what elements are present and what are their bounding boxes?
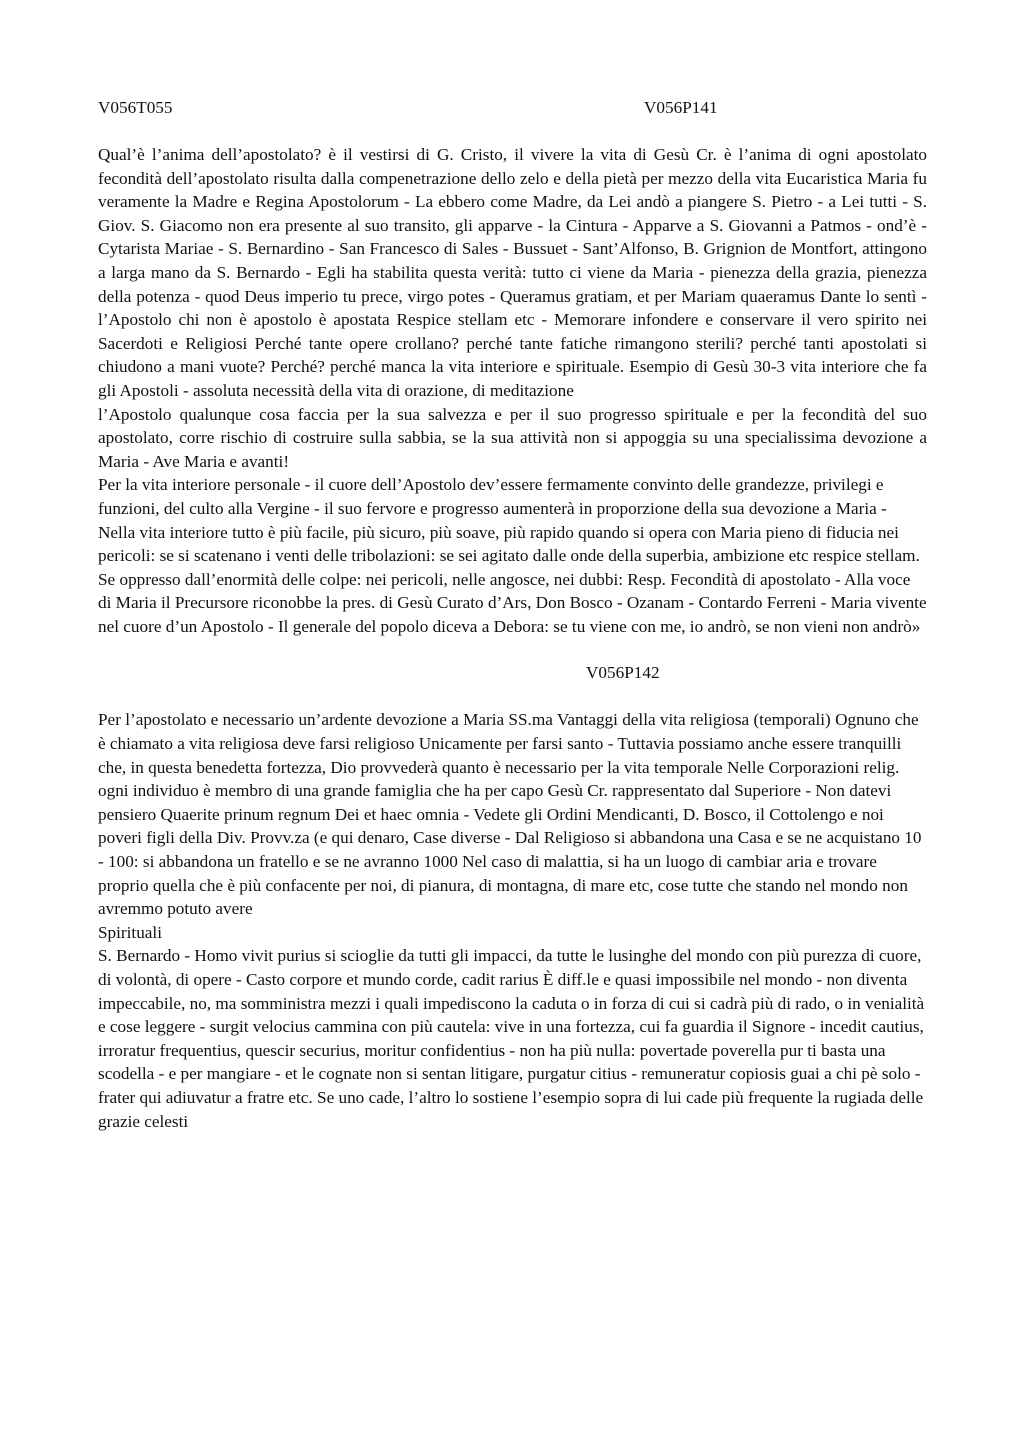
paragraph: l’Apostolo qualunque cosa faccia per la sua salvezza e per il suo progresso spirituale e per la fecondità del suo apostolato, corre rischio di costruire sulla sabbia, se la sua attività non si appoggia su una specialissima devozione a Maria - Ave Maria e avanti! xyxy=(98,404,927,471)
paragraph: Qual’è l’anima dell’apostolato? è il vestirsi di G. Cristo, il vivere la vita di Gesù Cr. è l’anima di ogni apostolato fecondità dell’apostolato risulta dalla compenetrazione dello zelo e della pietà per mezzo della vita Eucaristica Maria fu veramente la Madre e Regina Apostolorum - La ebbero come Madre, da Lei andò a piangere S. Pietro - a Lei tutti - S. Giov. S. Giacomo non era presente al suo transito, gli apparve - la Cintura - Apparve a S. Giovanni a Patmos - ond’è - Cytarista Mariae - S. Bernardino - San Francesco di Sales - Bussuet - Sant’Alfonso, B. Grignion de Montfort, attingono a larga mano da S. Bernardo - Egli ha stabilita questa verità: tutto ci viene da Maria - pienezza della grazia, pienezza della potenza - quod Deus imperio tu prece, virgo potes - Queramus gratiam, et per Mariam quaeramus Dante lo sentì - l’Apostolo chi non è apostolo è apostata Respice stellam etc - Memorare infondere e conservare il vero spirito nei Sacerdoti e Religiosi Perché tante opere crollano? perché tante fatiche rimangono sterili? perché tanti apostolati si chiudono a mani vuote? Perché? perché manca la vita interiore e spirituale. Esempio di Gesù 30-3 vita interiore che fa gli Apostoli - assoluta necessità della vita di orazione, di meditazione xyxy=(98,145,927,400)
page-header xyxy=(98,96,927,120)
paragraph: Per la vita interiore personale - il cuore dell’Apostolo dev’essere fermamente convinto delle grandezze, privilegi e funzioni, del culto alla Vergine - il suo fervore e progresso aumenterà in proporzione della sua devozione a Maria - Nella vita interiore tutto è più facile, più sicuro, più soave, più rapido quando si opera con Maria pieno di fiducia nei pericoli: se si scatenano i venti delle tribolazioni: se sei agitato dalle onde della superbia, ambizione etc respice stellam. Se oppresso dall’enormità delle colpe: nei pericoli, nelle angosce, nei dubbi: Resp. Fecondità di apostolato - Alla voce di Maria il Precursore riconobbe la pres. di Gesù Curato d’Ars, Don Bosco - Ozanam - Contardo Ferreni - Maria vivente nel cuore d’un Apostolo - Il generale del popolo diceva a Debora: se tu viene con me, io andrò, se non vieni non andrò» xyxy=(98,475,927,636)
section-p142 xyxy=(98,708,927,1133)
document-page xyxy=(98,96,927,1133)
section-p141 xyxy=(98,143,927,638)
paragraph: Per l’apostolato e necessario un’ardente devozione a Maria SS.ma Vantaggi della vita religiosa (temporali) Ognuno che è chiamato a vita religiosa deve farsi religioso Unicamente per farsi santo - Tuttavia possiamo anche essere tranquilli che, in questa benedetta fortezza, Dio provvederà quanto è necessario per la vita temporale Nelle Corporazioni relig. ogni individuo è membro di una grande famiglia che ha per capo Gesù Cr. rappresentato dal Superiore - Non datevi pensiero Quaerite prinum regnum Dei et haec omnia - Vedete gli Ordini Mendicanti, D. Bosco, il Cottolengo e noi poveri figli della Div. Provv.za (e qui denaro, Case diverse - Dal Religioso si abbandona una Casa e se ne acquistano 10 - 100: si abbandona un fratello e se ne avranno 1000 Nel caso di malattia, si ha un luogo di cambiar aria e trovare proprio quella che è più confacente per noi, di pianura, di montagna, di mare etc, cose tutte che stando nel mondo non avremmo potuto avere xyxy=(98,710,922,919)
page-code-section: V056P142 xyxy=(586,663,660,683)
page-code-right: V056P141 xyxy=(644,98,718,117)
section-header xyxy=(98,661,927,685)
document-code-left: V056T055 xyxy=(98,98,173,117)
subheading-spirituali: Spirituali xyxy=(98,922,162,942)
paragraph: S. Bernardo - Homo vivit purius si scioglie da tutti gli impacci, da tutte le lusinghe del mondo con più purezza di cuore, di volontà, di opere - Casto corpore et mundo corde, cadit rarius È diff.le e quasi impossibile nel mondo - non diventa impeccabile, no, ma somministra mezzi i quali impediscono la caduta o in forza di cui si cadrà più di rado, o in venialità e cose leggere - surgit velocius cammina con più cautela: vive in una fortezza, cui fa guardia il Signore - incedit cautius, irroratur frequentius, quescir securius, moritur confidentius - non ha più nulla: povertade poverella pur ti basta una scodella - e per mangiare - et le cognate non si sentan litigare, purgatur citius - remuneratur copiosis guai a chi pè solo - frater qui adiuvatur a fratre etc. Se uno cade, l’altro lo sostiene l’esempio sopra di lui cade più frequente la rugiada delle grazie celesti xyxy=(98,946,925,1131)
